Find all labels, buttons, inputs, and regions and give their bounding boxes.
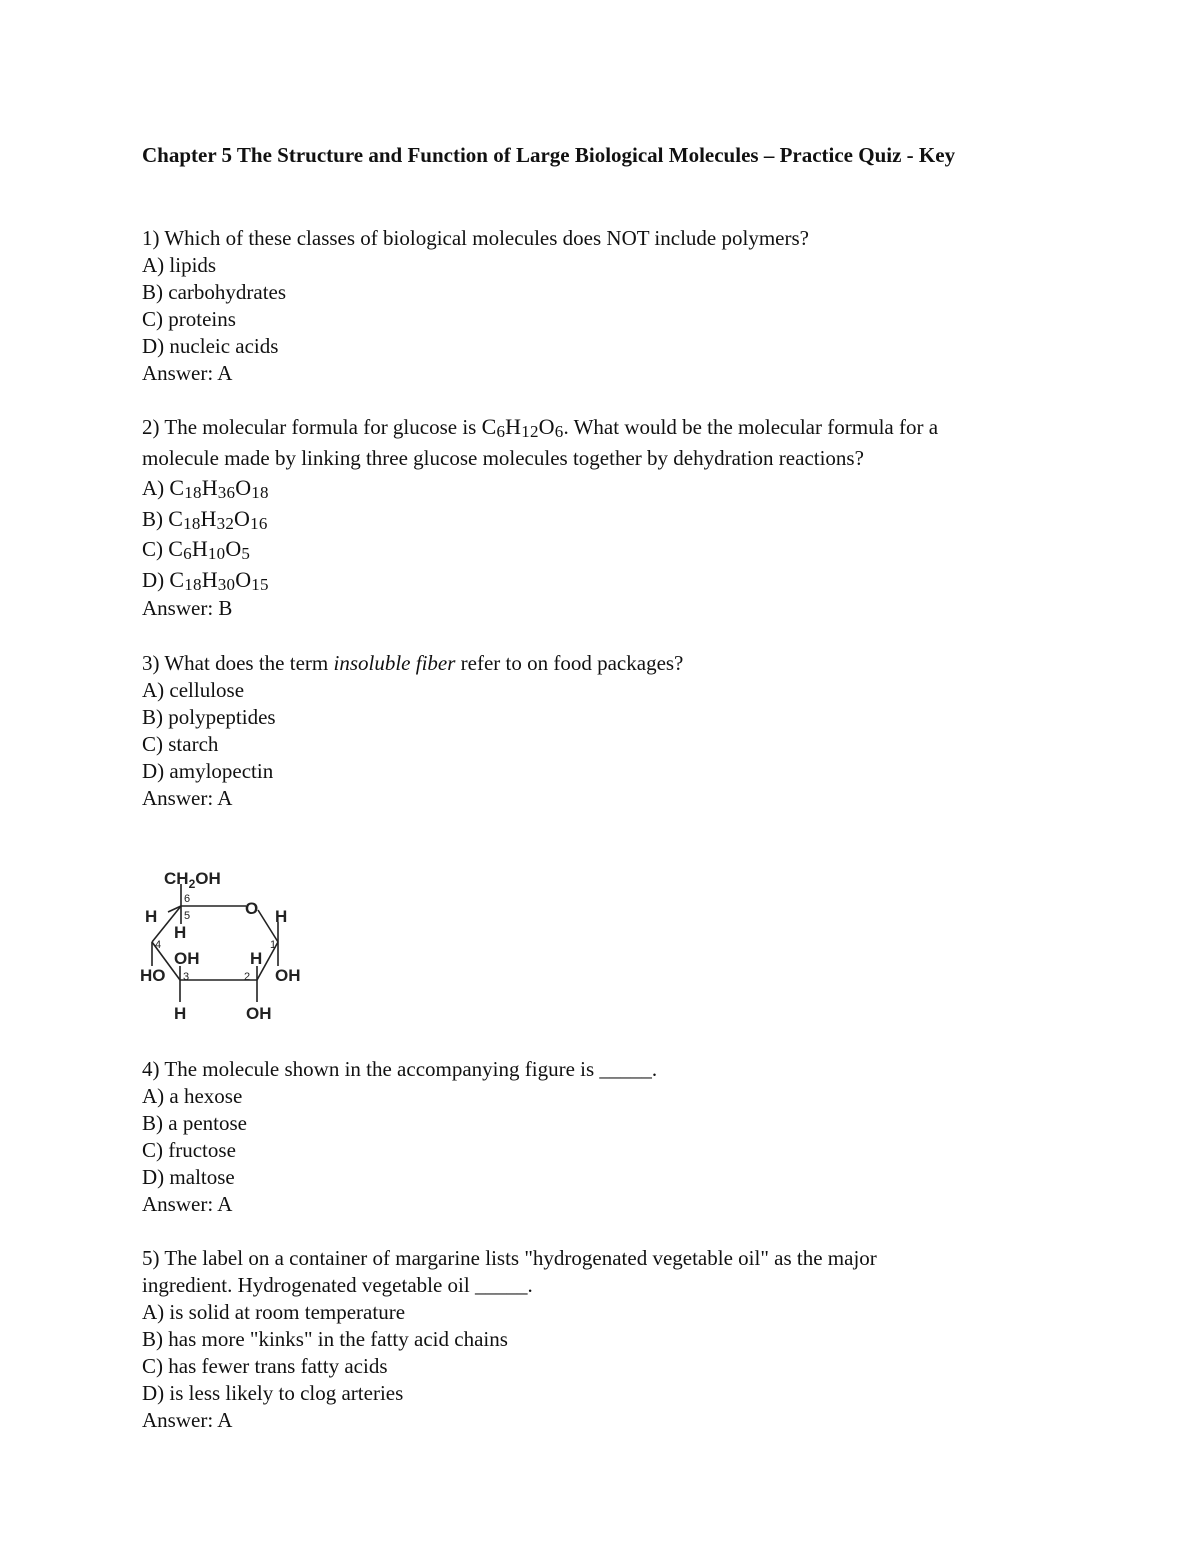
h-c3-down: H — [174, 1004, 187, 1023]
h-c2-up: H — [250, 949, 263, 968]
question-1 — [142, 225, 1102, 387]
question-2-option-a: A) $C_{18}H_{36}O_{18}$ — [142, 475, 269, 502]
question-4-stem: 4) The molecule shown in the accompanying figure is _____. — [142, 1057, 658, 1081]
question-1-option-d: D) nucleic acids — [142, 334, 279, 358]
glucose-ring-diagram — [138, 862, 318, 1027]
question-3-option-b: B) polypeptides — [142, 705, 276, 729]
question-4-option-d: D) maltose — [142, 1165, 235, 1189]
glucose-formula: $C_6H_{12}O_6$ — [481, 414, 564, 441]
question-1-stem: 1) Which of these classes of biological molecules does NOT include polymers? — [142, 226, 809, 250]
question-2-stem: 2) The molecular formula for glucose is $C_6H_{12}O_6$. What would be the molecular formula for a — [142, 414, 939, 441]
question-4-answer: Answer: A — [142, 1192, 233, 1216]
h-c5-left: H — [145, 907, 158, 926]
h-c5-below: H — [174, 923, 187, 942]
question-3-option-c: C) starch — [142, 732, 219, 756]
question-1-answer: Answer: A — [142, 361, 233, 385]
carbon-number-2: 2 — [244, 971, 251, 983]
question-5-answer: Answer: A — [142, 1408, 233, 1432]
question-5-option-d: D) is less likely to clog arteries — [142, 1381, 404, 1405]
question-3-option-d: D) amylopectin — [142, 759, 274, 783]
question-2-answer: Answer: B — [142, 596, 233, 620]
carbon-number-6: 6 — [184, 893, 191, 905]
oh-c2-down: OH — [246, 1004, 272, 1023]
question-3-stem: 3) What does the term insoluble fiber refer to on food packages? — [142, 651, 684, 675]
group-ch2oh: $CH_2OH$ — [164, 869, 221, 891]
carbon-number-3: 3 — [183, 971, 190, 983]
question-4-option-a: A) a hexose — [142, 1084, 243, 1108]
question-5-option-b: B) has more "kinks" in the fatty acid chains — [142, 1327, 508, 1351]
question-1-option-c: C) proteins — [142, 307, 236, 331]
question-1-option-b: B) carbohydrates — [142, 280, 287, 304]
ring-oxygen: O — [245, 899, 259, 918]
question-2-option-d: D) $C_{18}H_{30}O_{15}$ — [142, 566, 269, 594]
term-insoluble-fiber: insoluble fiber — [333, 651, 456, 675]
carbon-number-5: 5 — [184, 910, 191, 922]
carbon-number-1: 1 — [270, 939, 277, 951]
question-5-option-c: C) has fewer trans fatty acids — [142, 1354, 388, 1378]
question-1-option-a: A) lipids — [142, 253, 217, 277]
ho-c4: HO — [140, 966, 166, 985]
question-5-stem-line-2: ingredient. Hydrogenated vegetable oil _____. — [142, 1273, 533, 1297]
oh-c1: OH — [275, 966, 301, 985]
question-2-stem-line-2: molecule made by linking three glucose molecules together by dehydration reactions? — [142, 445, 864, 470]
question-5-stem: 5) The label on a container of margarine lists "hydrogenated vegetable oil" as the major — [142, 1246, 877, 1270]
carbon-number-4: 4 — [155, 939, 162, 951]
question-3-answer: Answer: A — [142, 786, 233, 810]
question-4-option-c: C) fructose — [142, 1138, 236, 1162]
question-4 — [142, 1056, 1102, 1218]
question-3 — [142, 650, 1102, 812]
question-2-option-c: C) $C_6H_{10}O_5$ — [142, 536, 251, 563]
question-2 — [142, 412, 1102, 622]
glucose-structure-figure — [138, 862, 318, 1027]
h-c1: H — [275, 907, 288, 926]
question-4-option-b: B) a pentose — [142, 1111, 247, 1135]
question-5 — [142, 1245, 1102, 1434]
oh-c3: OH — [174, 949, 200, 968]
question-2-option-b: B) $C_{18}H_{32}O_{16}$ — [142, 505, 268, 533]
question-3-option-a: A) cellulose — [142, 678, 245, 702]
question-5-option-a: A) is solid at room temperature — [142, 1300, 406, 1324]
page-title: Chapter 5 The Structure and Function of Large Biological Molecules – Practice Quiz - Key — [142, 143, 956, 167]
